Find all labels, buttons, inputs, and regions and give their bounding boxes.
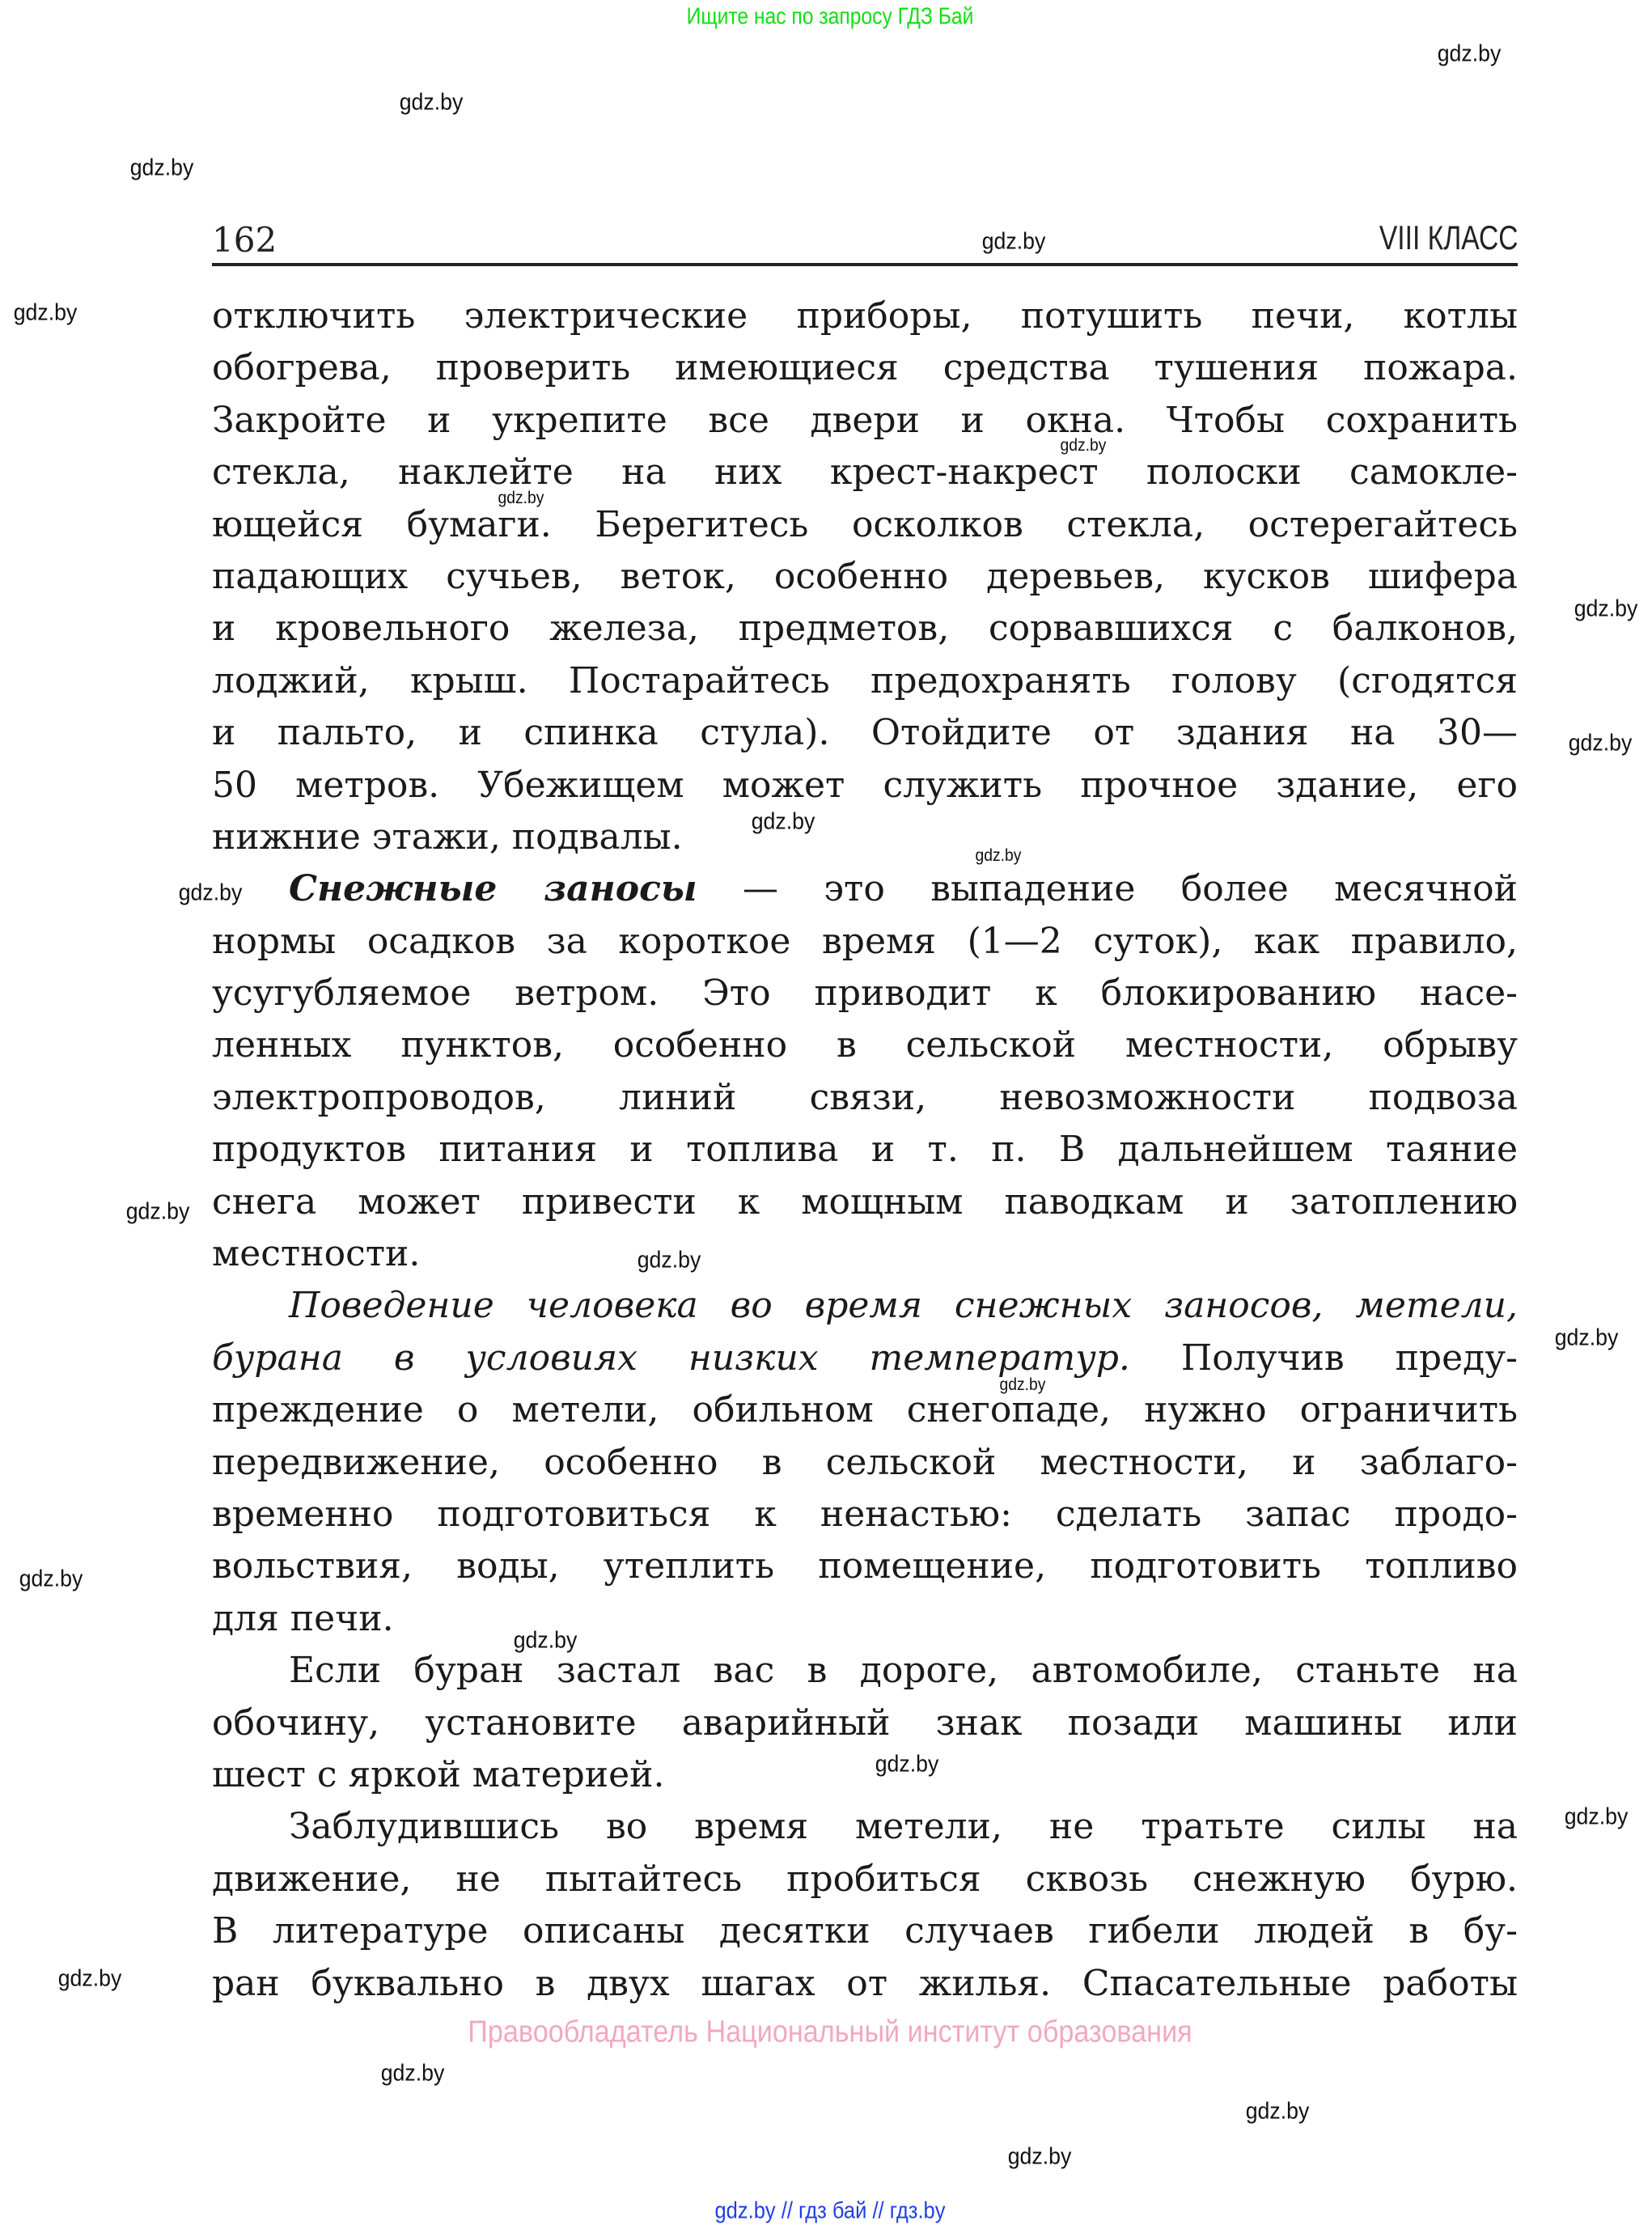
text-run: отключить электрические приборы, потушить печи, котлы [212, 295, 1518, 337]
text-run: нижние этажи, подвалы. [212, 816, 683, 858]
text-line [212, 447, 1518, 498]
text-run: ленных пунктов, особенно в сельской местности, обрыву [212, 1024, 1518, 1066]
text-run: и пальто, и спинка стула). Отойдите от здания на 30— [212, 712, 1518, 754]
text-line [212, 1801, 1518, 1853]
text-run: продуктов питания и топлива и т. п. В дальнейшем таяние [212, 1129, 1518, 1171]
copyright-notice: Правообладатель Национальный институт образования [468, 2015, 1192, 2049]
text-line [212, 1905, 1518, 1957]
text-run: шест с яркой материей. [212, 1753, 665, 1795]
text-run: Заблудившись во время метели, не тратьте силы на [289, 1806, 1518, 1848]
text-run: обочину, установите аварийный знак позади машины или [212, 1702, 1518, 1744]
page-number: 162 [212, 220, 277, 260]
watermark: gdz.by [13, 299, 78, 326]
watermark: gdz.by [637, 1247, 701, 1274]
watermark: gdz.by [1437, 40, 1502, 67]
search-banner[interactable]: Ищите нас по запросу ГДЗ Бай [686, 3, 974, 30]
watermark: gdz.by [1564, 1803, 1629, 1830]
text-line [212, 1228, 1518, 1280]
watermark: gdz.by [1574, 595, 1638, 622]
text-run: Получив преду- [1129, 1337, 1518, 1379]
watermark: gdz.by [125, 1198, 190, 1225]
text-line [212, 603, 1518, 655]
text-run: для печи. [212, 1597, 394, 1639]
text-line [212, 1541, 1518, 1592]
text-run: местности. [212, 1233, 421, 1275]
body-text [212, 290, 1518, 2010]
watermark: gdz.by [57, 1965, 122, 1992]
text-run: обогрева, проверить имеющиеся средства тушения пожара. [212, 347, 1518, 389]
text-run: — это выпадение более месячной [697, 868, 1519, 910]
text-line [212, 760, 1518, 812]
text-run: лоджий, крыш. Постарайтесь предохранять голову (сгодятся [212, 659, 1518, 701]
text-line [212, 499, 1518, 551]
watermark: gdz.by [999, 1375, 1046, 1394]
text-line [212, 655, 1518, 707]
text-line [212, 1489, 1518, 1541]
text-line [212, 1072, 1518, 1124]
text-line [212, 1854, 1518, 1905]
text-run: и кровельного железа, предметов, сорвавшихся с балконов, [212, 608, 1518, 650]
watermark: gdz.by [1060, 436, 1107, 455]
text-run: нормы осадков за короткое время (1—2 суток), как правило, [212, 920, 1518, 962]
text-run: Закройте и укрепите все двери и окна. Чтобы сохранить [212, 399, 1518, 441]
text-run: Если буран застал вас в дороге, автомобиле, станьте на [289, 1650, 1518, 1692]
text-run: снега может привести к мощным паводкам и затоплению [212, 1180, 1518, 1223]
text-run: движение, не пытайтесь пробиться сквозь снежную бурю. [212, 1858, 1518, 1900]
text-run: преждение о метели, обильном снегопаде, нужно ограничить [212, 1389, 1518, 1431]
watermark: gdz.by [1245, 2098, 1310, 2125]
text-run: передвижение, особенно в сельской местности, и заблаго- [212, 1441, 1518, 1483]
watermark: gdz.by [875, 1751, 939, 1778]
text-run: усугубляемое ветром. Это приводит к блокированию насе- [212, 973, 1518, 1015]
emphasized-term: Снежные заносы [289, 868, 697, 910]
emphasized-term: Поведение человека во время снежных заносов, метели, [289, 1285, 1518, 1327]
watermark: gdz.by [513, 1627, 578, 1654]
text-run: В литературе описаны десятки случаев гибели людей в бу- [212, 1910, 1518, 1952]
text-line [212, 1333, 1518, 1384]
text-line [212, 968, 1518, 1019]
text-line [212, 1384, 1518, 1436]
text-line [212, 1176, 1518, 1228]
text-line [212, 1697, 1518, 1749]
text-line [212, 1593, 1518, 1645]
text-line [212, 1958, 1518, 2010]
watermark: gdz.by [1007, 2143, 1072, 2170]
text-run: стекла, наклейте на них крест-накрест полоски самокле- [212, 451, 1518, 494]
text-line [212, 551, 1518, 603]
text-line [212, 395, 1518, 447]
text-run: падающих сучьев, веток, особенно деревьев, кусков шифера [212, 555, 1518, 597]
text-run: 50 метров. Убежищем может служить прочное здание, его [212, 764, 1518, 806]
running-title: VIII КЛАСС [1379, 218, 1518, 256]
text-line [212, 1280, 1518, 1332]
watermark: gdz.by [981, 228, 1046, 255]
footer-links[interactable]: gdz.by // гдз бай // гдз.by [714, 2197, 946, 2224]
emphasized-term: бурана в условиях низких температур. [212, 1337, 1130, 1379]
header-rule [212, 263, 1518, 266]
text-line [212, 342, 1518, 394]
text-line [212, 812, 1518, 863]
text-line [212, 707, 1518, 759]
text-line [212, 1749, 1518, 1801]
text-line [212, 1019, 1518, 1071]
watermark: gdz.by [129, 155, 194, 181]
text-run: ющейся бумаги. Берегитесь осколков стекла, остерегайтесь [212, 503, 1518, 545]
watermark: gdz.by [1568, 730, 1633, 756]
text-run: ран буквально в двух шагах от жилья. Спасательные работы [212, 1962, 1518, 2004]
watermark: gdz.by [975, 846, 1022, 865]
watermark: gdz.by [1554, 1324, 1619, 1351]
text-line [212, 1645, 1518, 1697]
watermark: gdz.by [399, 89, 464, 116]
text-run: вольствия, воды, утеплить помещение, подготовить топливо [212, 1545, 1518, 1587]
text-run: электропроводов, линий связи, невозможности подвоза [212, 1076, 1518, 1118]
watermark: gdz.by [178, 879, 243, 906]
watermark: gdz.by [19, 1566, 83, 1592]
text-line [212, 290, 1518, 342]
text-run: временно подготовиться к ненастью: сделать запас продо- [212, 1493, 1518, 1535]
watermark: gdz.by [380, 2060, 445, 2087]
watermark: gdz.by [751, 808, 815, 835]
watermark: gdz.by [498, 489, 544, 507]
text-line [212, 863, 1518, 915]
text-line [212, 916, 1518, 968]
text-line [212, 1124, 1518, 1176]
text-line [212, 1437, 1518, 1489]
